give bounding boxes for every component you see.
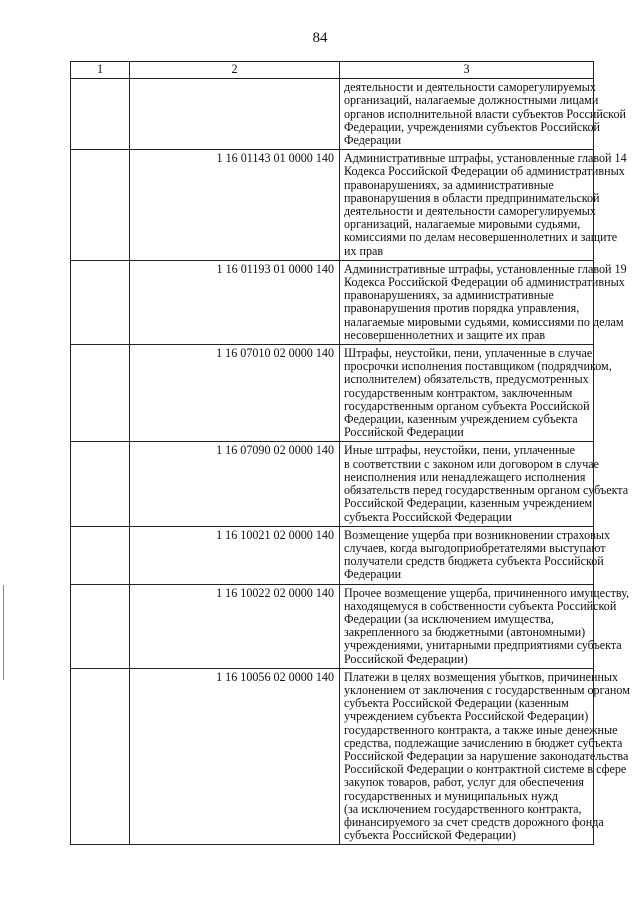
- description-line: учреждениями, унитарными предприятиями субъекта: [344, 638, 622, 653]
- description-line: Прочее возмещение ущерба, причиненного имуществу,: [344, 585, 630, 600]
- description-line: Административные штрафы, установленные главой 14: [344, 151, 627, 166]
- column-header: 2: [130, 62, 340, 79]
- description-line: субъекта Российской Федерации: [344, 509, 512, 524]
- description-line: Российской Федерации: [344, 425, 464, 440]
- column-1-cell: [71, 260, 130, 344]
- column-1-cell: [71, 526, 130, 584]
- page-number: 84: [312, 30, 328, 46]
- column-1-cell: [71, 150, 130, 261]
- scan-margin-mark: [3, 585, 4, 680]
- column-1-cell: [71, 442, 130, 526]
- budget-classification-code: 1 16 01143 01 0000 140: [130, 150, 340, 261]
- description-line: уклонением от заключения с государственным органом: [344, 682, 630, 697]
- description-line: Федерации: [344, 567, 402, 582]
- table-row: [71, 79, 594, 150]
- revenue-description: [340, 150, 627, 261]
- column-header: 3: [340, 62, 594, 79]
- description-line: Кодекса Российской Федерации об административных: [344, 275, 625, 290]
- description-line: организаций, налагаемые должностными лицами: [344, 93, 599, 108]
- column-1-cell: [71, 79, 130, 150]
- revenue-description: [340, 345, 612, 442]
- description-line: государственного контракта, а также иные денежные: [344, 722, 618, 737]
- revenue-description: [340, 442, 629, 526]
- description-line: закрепленного за бюджетными (автономными): [344, 625, 586, 640]
- revenue-description: [340, 584, 630, 668]
- column-1-cell: [71, 345, 130, 442]
- table-row: [71, 584, 594, 668]
- budget-classification-code: [130, 79, 340, 150]
- description-line: деятельности и деятельности саморегулируемых: [344, 204, 596, 219]
- description-line: Платежи в целях возмещения убытков, причиненных: [344, 669, 619, 684]
- description-line: правонарушения в области предпринимательской: [344, 190, 600, 205]
- description-line: их прав: [344, 243, 384, 258]
- description-line: деятельности и деятельности саморегулируемых: [344, 80, 596, 95]
- description-line: государственных и муниципальных нужд: [344, 788, 558, 803]
- description-line: правонарушениях, за административные: [344, 288, 554, 303]
- description-line: налагаемые мировыми судьями, комиссиями по делам: [344, 314, 624, 329]
- budget-classification-code: 1 16 07010 02 0000 140: [130, 345, 340, 442]
- table-row: [71, 668, 594, 845]
- column-header: 1: [71, 62, 130, 79]
- description-line: субъекта Российской Федерации): [344, 828, 516, 843]
- table-row: [71, 526, 594, 584]
- description-line: Российской Федерации, казенным учреждением: [344, 496, 593, 511]
- column-1-cell: [71, 668, 130, 845]
- description-line: государственным органом субъекта Российской: [344, 398, 590, 413]
- table-row: [71, 260, 594, 344]
- budget-classification-code: 1 16 07090 02 0000 140: [130, 442, 340, 526]
- description-line: обязательств перед государственным органом субъекта: [344, 483, 629, 498]
- description-line: Российской Федерации): [344, 651, 468, 666]
- table-row: [71, 442, 594, 526]
- description-line: Федерации, учреждениями субъектов Российской: [344, 119, 601, 134]
- description-line: исполнителем) обязательств, предусмотренных: [344, 372, 589, 387]
- description-line: правонарушения против порядка управления,: [344, 301, 580, 316]
- description-line: закупок товаров, работ, услуг для обеспечения: [344, 775, 584, 790]
- description-line: находящемуся в собственности субъекта Российской: [344, 598, 617, 613]
- description-line: организаций, налагаемые мировыми судьями,: [344, 217, 581, 232]
- description-line: получатели средств бюджета субъекта Российской: [344, 554, 604, 569]
- description-line: правонарушениях, за административные: [344, 177, 554, 192]
- description-line: комиссиями по делам несовершеннолетних и защите: [344, 230, 618, 245]
- description-line: Российской Федерации за нарушение законодательства: [344, 748, 629, 763]
- description-line: в соответствии с законом или договором в случае: [344, 456, 600, 471]
- column-1-cell: [71, 584, 130, 668]
- description-line: субъекта Российской Федерации (казенным: [344, 696, 569, 711]
- description-line: Возмещение ущерба при возникновении страховых: [344, 527, 611, 542]
- revenue-description: [340, 260, 627, 344]
- budget-classification-code: 1 16 10056 02 0000 140: [130, 668, 340, 845]
- description-line: Административные штрафы, установленные главой 19: [344, 261, 627, 276]
- description-line: государственным контрактом, заключенным: [344, 385, 573, 400]
- revenue-description: [340, 668, 630, 845]
- description-line: Российской Федерации о контрактной системе в сфере: [344, 762, 627, 777]
- description-line: Штрафы, неустойки, пени, уплаченные в случае: [344, 346, 593, 361]
- table-row: [71, 150, 594, 261]
- description-line: случаев, когда выгодоприобретателями выступают: [344, 540, 606, 555]
- budget-classification-code: 1 16 10022 02 0000 140: [130, 584, 340, 668]
- description-line: (за исключением государственного контракта,: [344, 801, 582, 816]
- description-line: учреждением субъекта Российской Федерации): [344, 709, 589, 724]
- description-line: Федерации, казенным учреждением субъекта: [344, 412, 578, 427]
- budget-classification-code: 1 16 01193 01 0000 140: [130, 260, 340, 344]
- description-line: Федерации: [344, 133, 402, 148]
- description-line: средства, подлежащие зачислению в бюджет субъекта: [344, 735, 623, 750]
- description-line: органов исполнительной власти субъектов Российской: [344, 106, 626, 121]
- description-line: финансируемого за счет средств дорожного фонда: [344, 814, 604, 829]
- table-header-row: [71, 62, 594, 79]
- description-line: просрочки исполнения поставщиком (подрядчиком,: [344, 359, 612, 374]
- description-line: Кодекса Российской Федерации об административных: [344, 164, 625, 179]
- description-line: неисполнения или ненадлежащего исполнения: [344, 469, 586, 484]
- revenue-codes-table: [70, 61, 630, 845]
- description-line: Федерации (за исключением имущества,: [344, 611, 554, 626]
- description-line: несовершеннолетних и защите их прав: [344, 327, 546, 342]
- budget-classification-code: 1 16 10021 02 0000 140: [130, 526, 340, 584]
- table-row: [71, 345, 594, 442]
- revenue-description: [340, 526, 611, 584]
- revenue-description: [340, 79, 626, 150]
- description-line: Иные штрафы, неустойки, пени, уплаченные: [344, 443, 576, 458]
